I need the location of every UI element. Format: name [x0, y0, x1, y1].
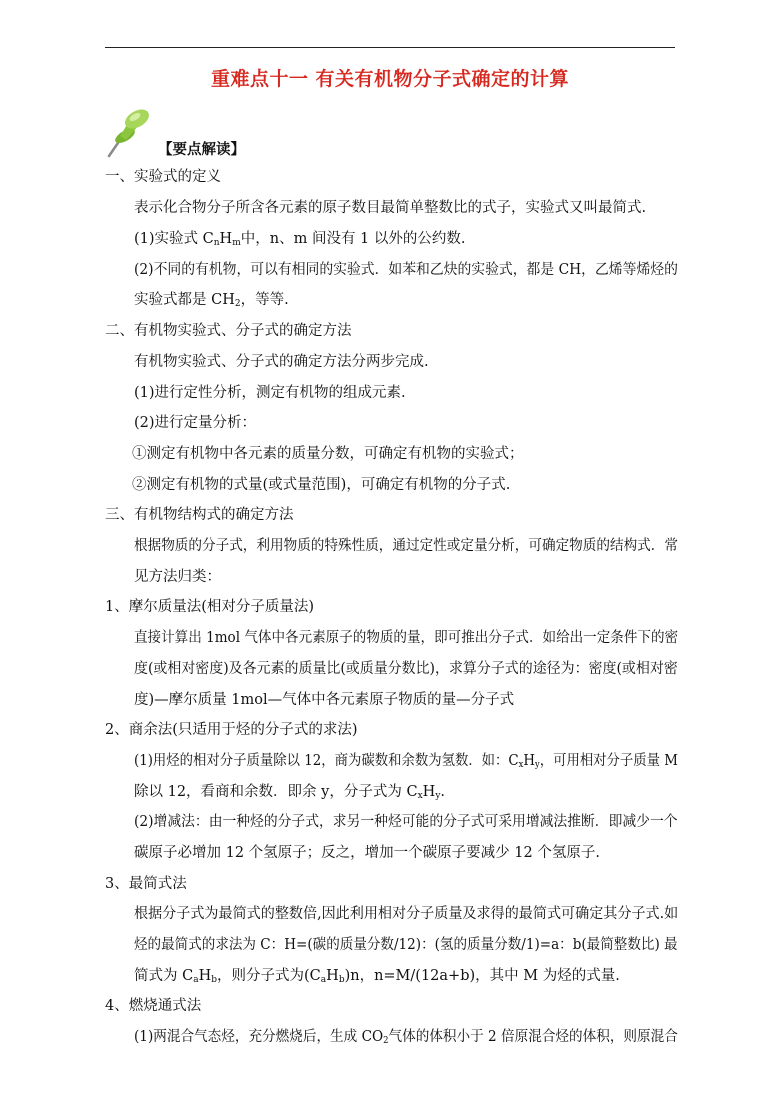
- paragraph: 直接计算出 1mol 气体中各元素原子的物质的量，即可推出分子式．如给出一定条件下的密: [134, 630, 679, 646]
- paragraph: ①测定有机物中各元素的质量分数，可确定有机物的实验式；: [132, 446, 524, 462]
- heading-2: 二、有机物实验式、分子式的确定方法: [105, 323, 352, 339]
- paragraph: 碳原子必增加 12 个氢原子；反之，增加一个碳原子要减少 12 个氢原子.: [134, 845, 600, 861]
- section-label: 【要点解读】: [158, 141, 245, 158]
- paragraph: 根据分子式为最简式的整数倍,因此利用相对分子质量及求得的最简式可确定其分子式.如: [134, 906, 679, 922]
- paragraph: 有机物实验式、分子式的确定方法分两步完成.: [134, 354, 429, 370]
- paragraph: (2)不同的有机物，可以有相同的实验式．如苯和乙炔的实验式，都是 CH，乙烯等烯烃的: [134, 262, 678, 278]
- paragraph: (1)进行定性分析，测定有机物的组成元素.: [134, 385, 406, 401]
- heading-1: 一、实验式的定义: [105, 169, 221, 185]
- paragraph: (2)增减法：由一种烃的分子式，求另一种烃可能的分子式可采用增减法推断．即减少一个: [134, 814, 678, 830]
- subheading-2: 2、商余法(只适用于烃的分子式的求法): [105, 722, 358, 738]
- paragraph: (1)两混合气态烃，充分燃烧后，生成 $CO_2$气体的体积小于 2 倍原混合烃的体积，则原混合: [134, 1029, 678, 1046]
- paragraph: 烃的最简式的求法为 C：H=(碳的质量分数/12)：(氢的质量分数/1)=a：b(最简整数比) 最: [134, 937, 678, 953]
- heading-3: 三、有机物结构式的确定方法: [105, 507, 294, 523]
- paragraph: 简式为 $C_aH_b$，则分子式为$(C_aH_b)n$，n=M/(12a+b)，其中 M 为烃的式量.: [134, 968, 620, 985]
- paragraph: (1)实验式 $C_nH_m$中，n、m 间没有 1 以外的公约数.: [134, 231, 466, 248]
- paragraph: 根据物质的分子式，利用物质的特殊性质，通过定性或定量分析，可确定物质的结构式．常: [134, 538, 678, 554]
- subheading-4: 4、燃烧通式法: [105, 998, 202, 1014]
- page-title: 重难点十一 有关有机物分子式确定的计算: [210, 68, 570, 90]
- subheading-3: 3、最简式法: [105, 876, 187, 892]
- paragraph: (2)进行定量分析：: [134, 415, 257, 431]
- paragraph: 除以 12，看商和余数．即余 y，分子式为 $C_xH_y$.: [134, 784, 446, 801]
- paragraph: 实验式都是 $CH_2$，等等.: [134, 292, 289, 309]
- paragraph: ②测定有机物的式量(或式量范围)，可确定有机物的分子式.: [132, 477, 511, 493]
- paragraph: 见方法归类：: [134, 569, 221, 585]
- paragraph: 度(或相对密度)及各元素的质量比(或质量分数比)，求算分子式的途径为：密度(或相对密: [134, 661, 678, 677]
- subheading-1: 1、摩尔质量法(相对分子质量法): [105, 599, 315, 615]
- paragraph: (1)用烃的相对分子质量除以 12，商为碳数和余数为氢数．如：$C_xH_y$，可用相对分子质量 M: [134, 753, 678, 770]
- paragraph: 表示化合物分子所含各元素的原子数目最简单整数比的式子，实验式又叫最简式.: [134, 200, 647, 216]
- paragraph: 度)—摩尔质量 1mol—气体中各元素原子物质的量—分子式: [134, 692, 515, 708]
- pushpin-icon: [106, 106, 154, 158]
- header-rule: [105, 47, 675, 48]
